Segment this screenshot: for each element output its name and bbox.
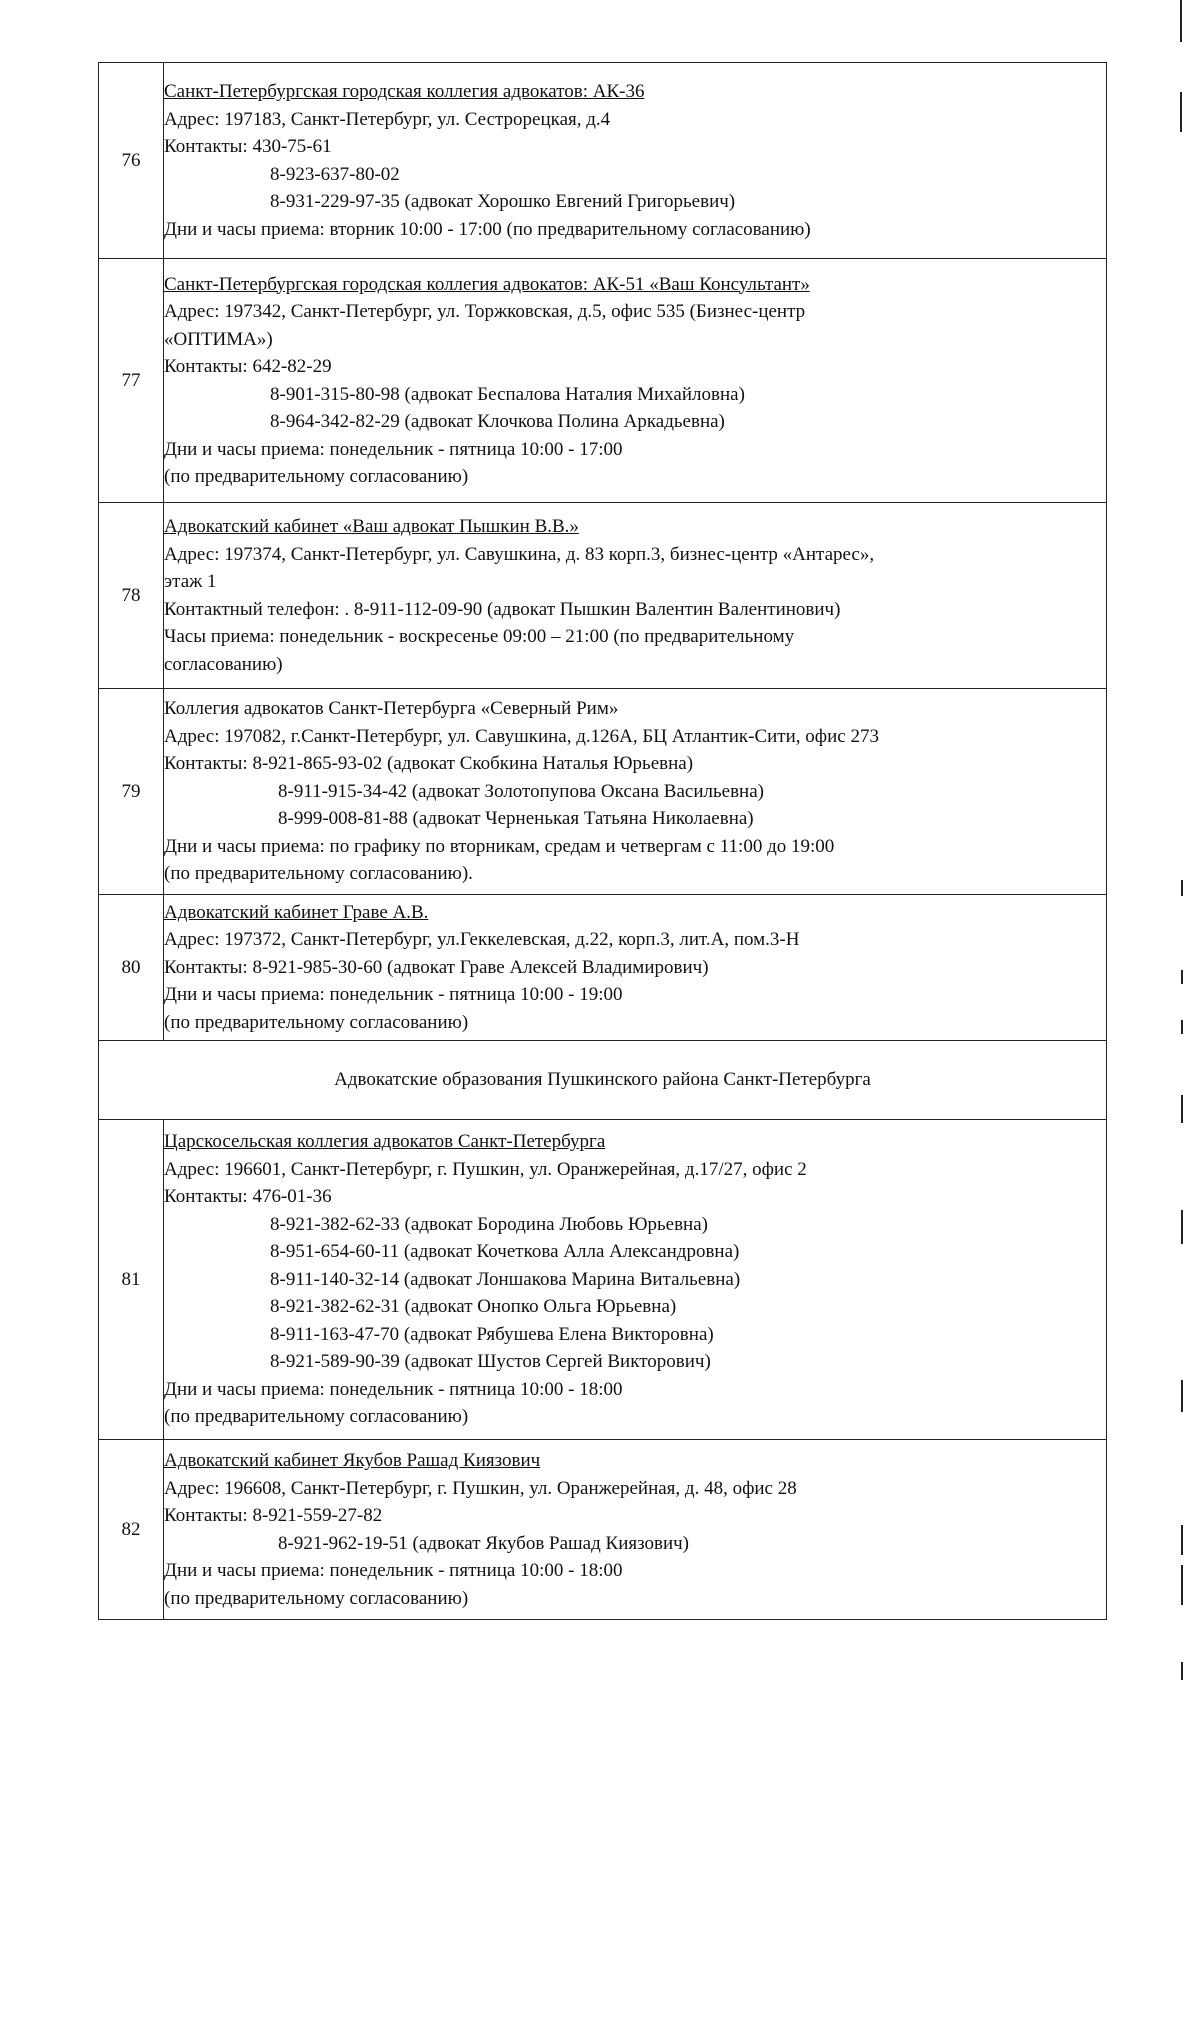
entry-hours: Дни и часы приема: вторник 10:00 - 17:00 (по предварительному согласованию): [164, 218, 811, 240]
entry-phone: 8-964-342-82-29 (адвокат Клочкова Полина Аркадьевна): [270, 411, 725, 432]
entry-title: Адвокатский кабинет Граве А.В.: [164, 901, 429, 923]
entry-number: 79: [99, 689, 164, 895]
entry-address: Адрес: 196601, Санкт-Петербург, г. Пушкин, ул. Оранжерейная, д.17/27, офис 2: [164, 1158, 807, 1180]
entry-title: Санкт-Петербургская городская коллегия адвокатов: АК-36: [164, 81, 645, 102]
entry-number: 80: [99, 895, 164, 1041]
entry-details: [164, 689, 1107, 895]
scan-edge-mark: [1181, 1210, 1183, 1244]
entry-phone: 8-921-382-62-33 (адвокат Бородина Любовь Юрьевна): [270, 1213, 708, 1235]
table-row: [99, 1120, 1107, 1440]
entry-phone: 8-921-962-19-51 (адвокат Якубов Рашад Киязович): [278, 1532, 690, 1554]
entry-address: Адрес: 196608, Санкт-Петербург, г. Пушкин, ул. Оранжерейная, д. 48, офис 28: [164, 1477, 797, 1499]
entry-phone: 8-911-915-34-42 (адвокат Золотопупова Оксана Васильевна): [278, 780, 764, 802]
scan-edge-mark: [1180, 0, 1182, 42]
entry-number: 77: [99, 259, 164, 503]
entry-details: [164, 63, 1107, 259]
entry-number: 81: [99, 1120, 164, 1440]
entry-address: «ОПТИМА»): [164, 328, 273, 350]
entry-title: Санкт-Петербургская городская коллегия адвокатов: АК-51 «Ваш Консультант»: [164, 273, 810, 295]
scan-edge-mark: [1181, 1565, 1183, 1605]
section-heading: Адвокатские образования Пушкинского района Санкт-Петербурга: [99, 1041, 1107, 1120]
entry-phone: 8-921-589-90-39 (адвокат Шустов Сергей Викторович): [270, 1351, 711, 1373]
scan-edge-mark: [1181, 880, 1183, 896]
entry-hours: Дни и часы приема: понедельник - пятница 10:00 - 19:00: [164, 984, 623, 1006]
entry-phone: 8-911-163-47-70 (адвокат Рябушева Елена Викторовна): [270, 1323, 714, 1345]
entry-hours: Дни и часы приема: понедельник - пятница 10:00 - 18:00: [164, 1560, 623, 1581]
entry-phone: 8-931-229-97-35 (адвокат Хорошко Евгений Григорьевич): [270, 191, 736, 212]
table-row: [99, 1440, 1107, 1620]
entry-hours: согласованию): [164, 653, 283, 675]
section-row: [99, 1041, 1107, 1120]
entry-phone: 8-921-382-62-31 (адвокат Онопко Ольга Юрьевна): [270, 1296, 677, 1318]
scan-edge-mark: [1180, 92, 1182, 132]
entry-contacts: Контактный телефон: . 8-911-112-09-90 (адвокат Пышкин Валентин Валентинович): [164, 598, 841, 620]
entry-number: 76: [99, 63, 164, 259]
scan-edge-mark: [1181, 1380, 1183, 1412]
entry-hours: Дни и часы приема: по графику по вторникам, средам и четвергам с 11:00 до 19:00: [164, 835, 835, 857]
lawyers-registry-table: [98, 62, 1107, 1620]
entry-address: Адрес: 197342, Санкт-Петербург, ул. Торжковская, д.5, офис 535 (Бизнес-центр: [164, 301, 806, 322]
scan-edge-mark: [1181, 1525, 1183, 1555]
entry-address: Адрес: 197372, Санкт-Петербург, ул.Геккелевская, д.22, корп.3, лит.А, пом.3-Н: [164, 929, 800, 951]
entry-address: этаж 1: [164, 571, 217, 592]
entry-title: Адвокатский кабинет Якубов Рашад Киязович: [164, 1450, 541, 1471]
scan-edge-mark: [1181, 1020, 1183, 1034]
entry-hours: Дни и часы приема: понедельник - пятница 10:00 - 18:00: [164, 1378, 623, 1400]
scan-edge-mark: [1181, 1662, 1183, 1680]
entry-hours: Дни и часы приема: понедельник - пятница 10:00 - 17:00: [164, 438, 623, 460]
entry-hours: (по предварительному согласованию).: [164, 863, 473, 885]
entry-phone: 8-923-637-80-02: [270, 163, 400, 185]
table-row: [99, 63, 1107, 259]
entry-number: 78: [99, 503, 164, 689]
entry-contacts: Контакты: 476-01-36: [164, 1186, 332, 1208]
entry-title: Адвокатский кабинет «Ваш адвокат Пышкин В.В.»: [164, 516, 579, 537]
entry-contacts: Контакты: 430-75-61: [164, 136, 332, 157]
entry-contacts: Контакты: 642-82-29: [164, 356, 332, 377]
entry-contacts: Контакты: 8-921-559-27-82: [164, 1505, 383, 1526]
table-row: [99, 503, 1107, 689]
table-row: [99, 259, 1107, 503]
entry-phone: 8-951-654-60-11 (адвокат Кочеткова Алла Александровна): [270, 1241, 740, 1263]
entry-details: [164, 1440, 1107, 1620]
entry-details: [164, 503, 1107, 689]
entry-address: Адрес: 197183, Санкт-Петербург, ул. Сестрорецкая, д.4: [164, 108, 611, 130]
entry-title: Царскосельская коллегия адвокатов Санкт-Петербурга: [164, 1131, 606, 1153]
entry-contacts: Контакты: 8-921-985-30-60 (адвокат Граве Алексей Владимирович): [164, 956, 709, 978]
entry-hours: (по предварительному согласованию): [164, 466, 469, 487]
entry-hours: (по предварительному согласованию): [164, 1406, 469, 1428]
entry-details: [164, 895, 1107, 1041]
scan-edge-mark: [1181, 1095, 1183, 1123]
entry-details: [164, 259, 1107, 503]
entry-title: Коллегия адвокатов Санкт-Петербурга «Северный Рим»: [164, 698, 619, 720]
table-row: [99, 689, 1107, 895]
table-row: [99, 895, 1107, 1041]
entry-contacts: Контакты: 8-921-865-93-02 (адвокат Скобкина Наталья Юрьевна): [164, 753, 694, 775]
entry-phone: 8-999-008-81-88 (адвокат Черненькая Татьяна Николаевна): [278, 808, 754, 830]
entry-hours: (по предварительному согласованию): [164, 1587, 469, 1609]
scan-edge-mark: [1181, 970, 1183, 984]
entry-address: Адрес: 197374, Санкт-Петербург, ул. Савушкина, д. 83 корп.3, бизнес-центр «Антарес»,: [164, 543, 875, 565]
entry-number: 82: [99, 1440, 164, 1620]
entry-details: [164, 1120, 1107, 1440]
entry-address: Адрес: 197082, г.Санкт-Петербург, ул. Савушкина, д.126А, БЦ Атлантик-Сити, офис 273: [164, 725, 879, 747]
entry-hours: (по предварительному согласованию): [164, 1011, 469, 1033]
entry-phone: 8-901-315-80-98 (адвокат Беспалова Наталия Михайловна): [270, 383, 745, 405]
entry-phone: 8-911-140-32-14 (адвокат Лоншакова Марина Витальевна): [270, 1268, 741, 1290]
entry-hours: Часы приема: понедельник - воскресенье 09:00 – 21:00 (по предварительному: [164, 626, 795, 647]
